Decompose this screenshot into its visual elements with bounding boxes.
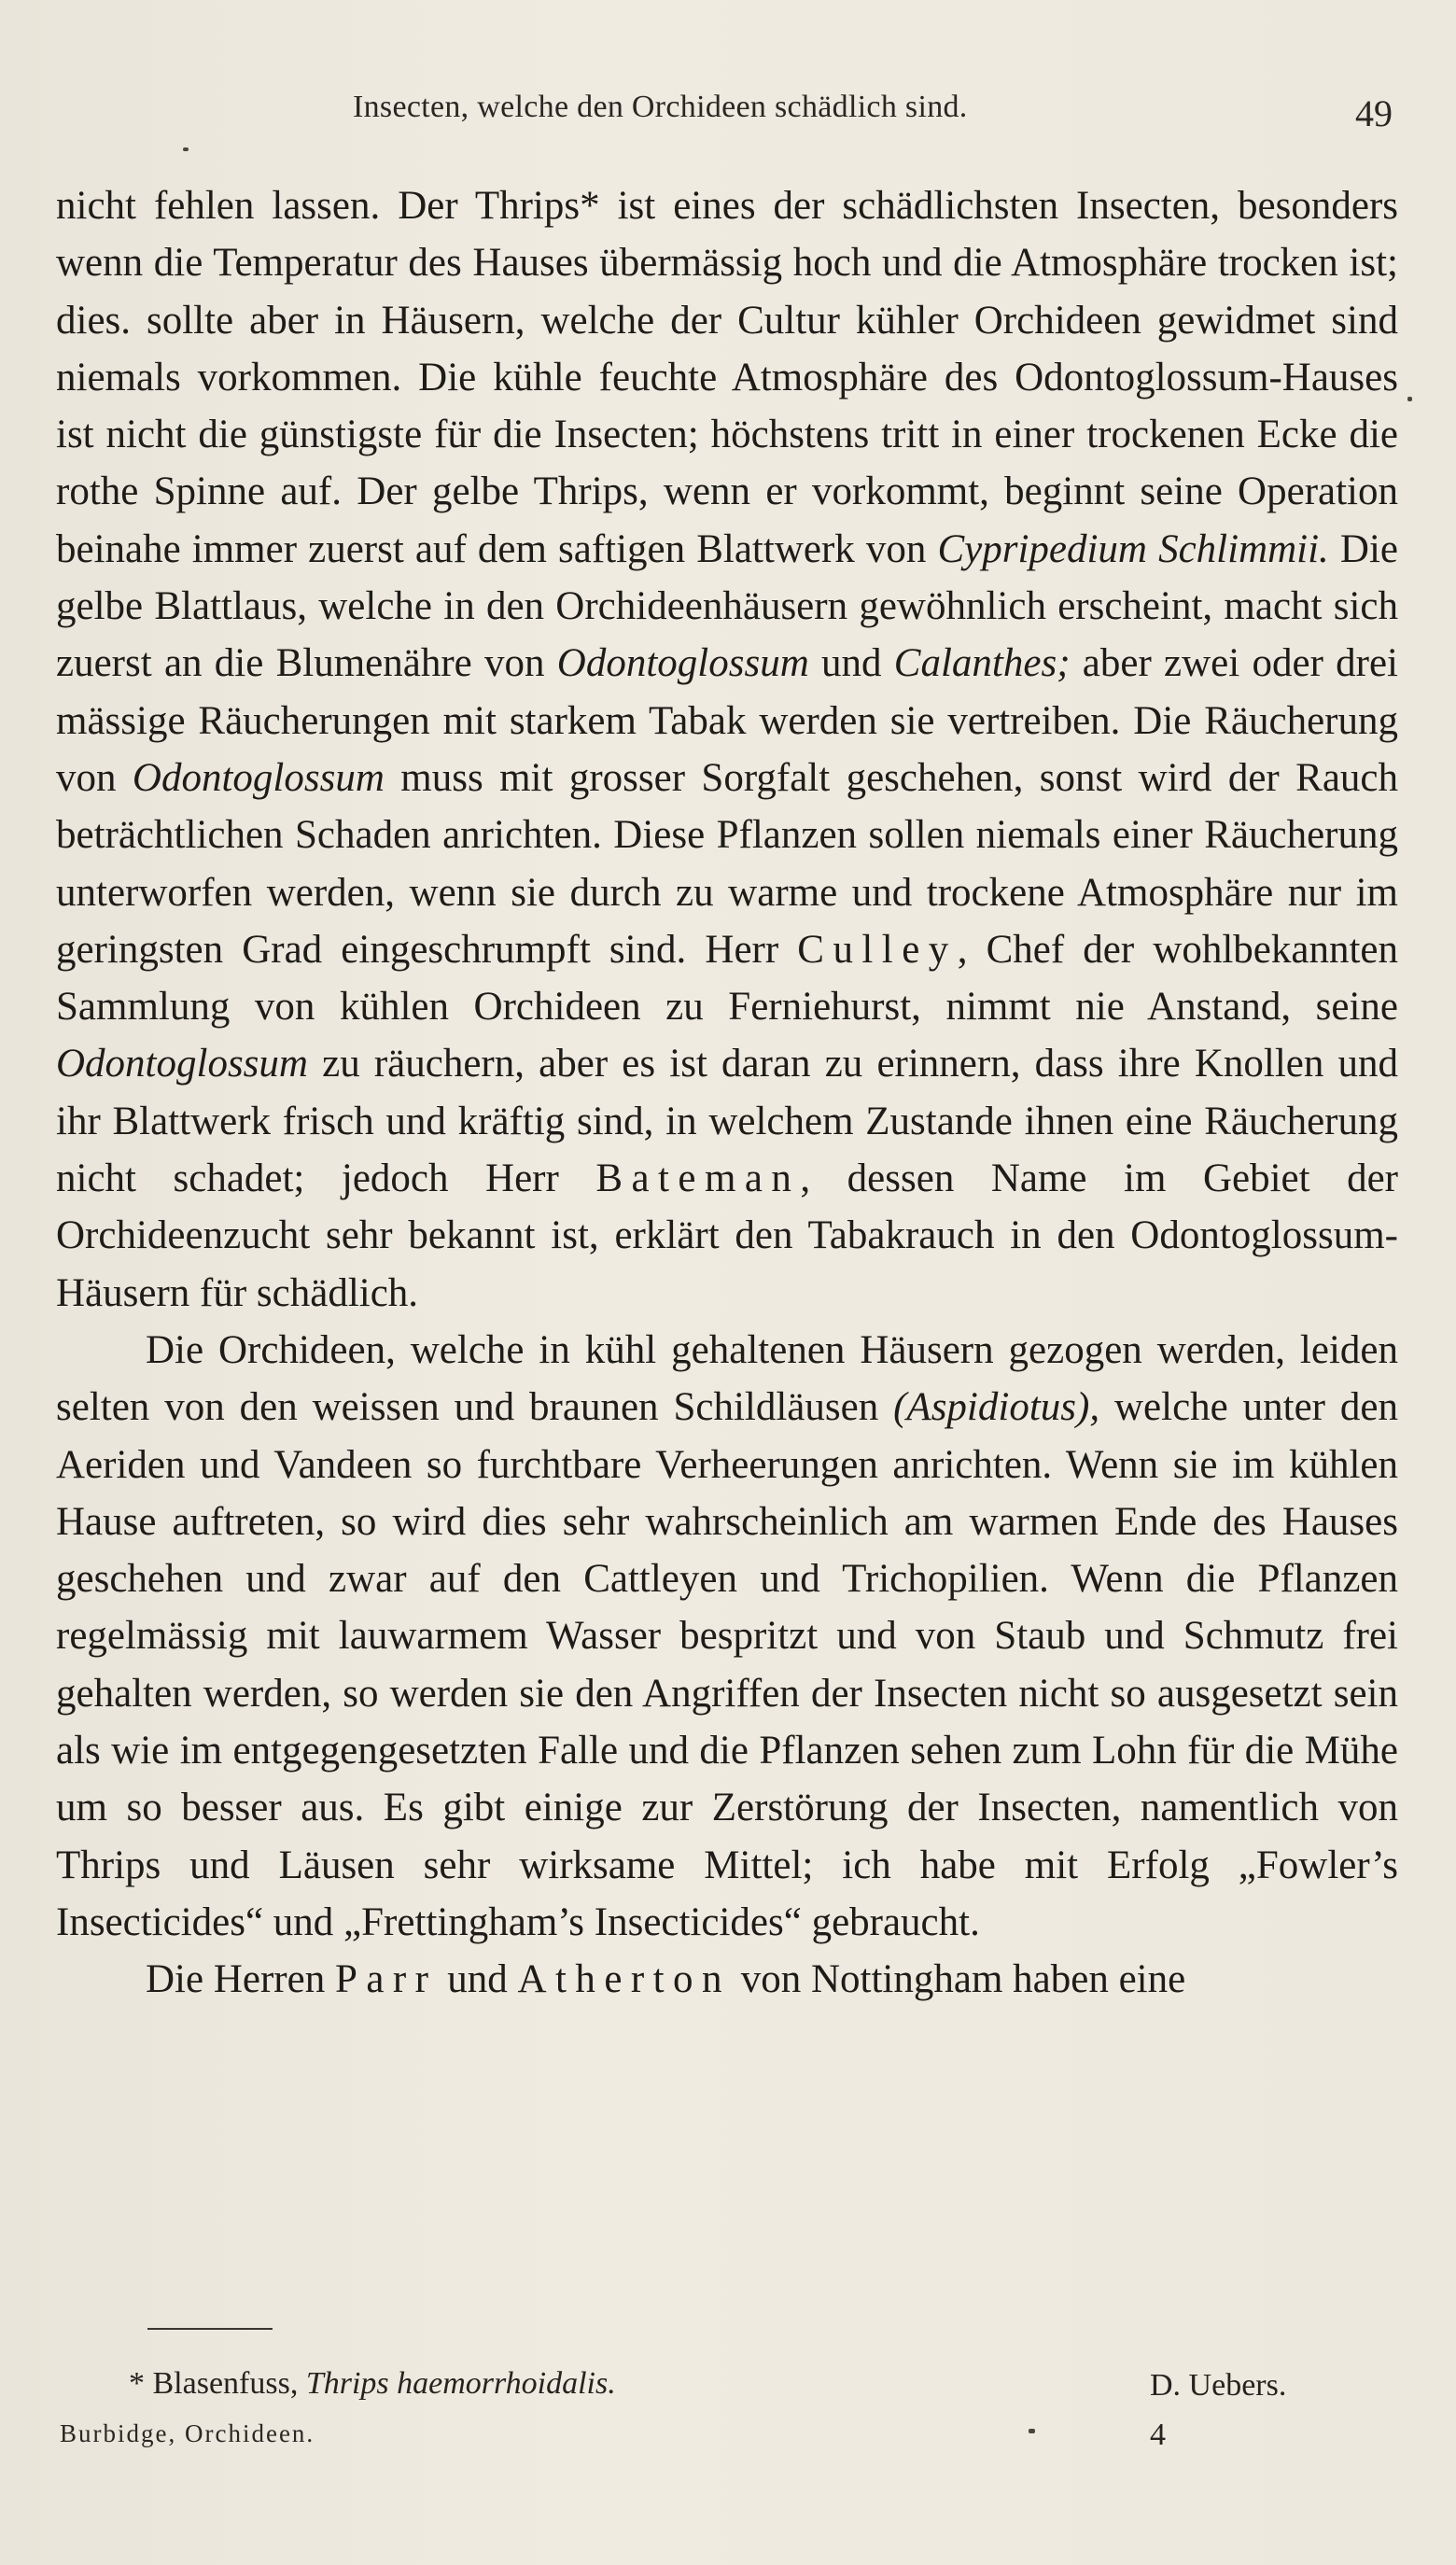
text-run: zu räuchern, aber es ist daran zu erinnern, dass ihre Knollen und ihr Blattwerk frisch und kräftig sind, in welchem Zustande ihnen eine Räucherung nicht schadet; jedoch Herr (56, 1042, 1398, 1201)
text-run: und (437, 1957, 518, 2002)
footnote-italic: Thrips haemorrhoidalis. (305, 2366, 616, 2401)
italic-term: (Aspidiotus), (893, 1385, 1100, 1430)
paragraph (56, 1951, 1398, 2008)
text-run: aber zwei oder drei mässige Räucherungen mit starkem Tabak werden sie vertreiben. Die Räucherung von (56, 641, 1399, 800)
italic-term: Cypripedium Schlimmii. (937, 526, 1329, 571)
italic-term: Odontoglossum (556, 641, 809, 686)
spaced-name: Culley (797, 927, 958, 972)
italic-term: Odontoglossum (132, 755, 385, 800)
text-run: und (808, 641, 894, 686)
signature-mark: Burbidge, Orchideen. (60, 2419, 315, 2447)
text-run: muss mit grosser Sorgfalt geschehen, sonst wird der Rauch beträchtlichen Schaden anrichten. Diese Pflanzen sollen niemals einer Räucherung unterworfen werden, wenn sie durch zu warme und trockene Atmosphäre nur im geringsten Grad eingeschrumpft sind. Herr (56, 755, 1398, 972)
page-number: 49 (1355, 92, 1393, 134)
spaced-name: Parr (334, 1957, 438, 2002)
text-run: , dessen Name im Gebiet der Orchideenzucht sehr bekannt ist, erklärt den Tabakrauch in den Odontoglossum-Häusern für schädlich. (56, 1156, 1398, 1315)
spaced-name: Atherton (517, 1957, 731, 2002)
text-run: , Chef der wohlbekannten Sammlung von kühlen Orchideen zu Ferniehurst, nimmt nie Anstand, seine (56, 927, 1398, 1030)
text-run: von Nottingham haben eine (730, 1957, 1186, 2002)
text-run: Die gelbe Blattlaus, welche in den Orchideenhäusern gewöhnlich erscheint, macht sich zuerst an die Blumenähre von (56, 526, 1398, 686)
ink-speck (1407, 397, 1412, 401)
spaced-name: Bateman (595, 1156, 801, 1201)
ink-speck (1029, 2429, 1035, 2433)
body-text (56, 177, 1398, 2009)
text-run: welche unter den Aeriden und Vandeen so furchtbare Verheerungen anrichten. Wenn sie im kühlen Hause auftreten, so wird dies sehr wahrscheinlich am warmen Ende des Hauses geschehen und zwar auf den Cattleyen und Trichopilien. Wenn die Pflanzen regelmässig mit lauwarmem Wasser bespritzt und von Staub und Schmutz frei gehalten werden, so werden sie den Angriffen der Insecten nicht so ausgesetzt sein als wie im entgegengesetzten Falle und die Pflanzen sehen zum Lohn für die Mühe um so besser aus. Es gibt einige zur Zerstörung der Insecten, namentlich von Thrips und Läusen sehr wirksame Mittel; ich habe mit Erfolg „Fowler’s Insecticides“ und „Frettingham’s Insecticides“ gebraucht. (56, 1385, 1398, 1944)
footnote-marker: * Blasenfuss, (129, 2366, 306, 2401)
paragraph (56, 177, 1398, 1322)
text-run: Die Herren (146, 1957, 335, 2002)
signature-number: 4 (1150, 2418, 1166, 2452)
italic-term: Odontoglossum (56, 1042, 308, 1086)
footnote (129, 2366, 616, 2402)
paragraph (56, 1322, 1398, 1951)
translator-note: D. Uebers. (1150, 2368, 1287, 2403)
running-head: Insecten, welche den Orchideen schädlich sind. (353, 90, 968, 124)
italic-term: Calanthes; (893, 641, 1071, 686)
text-run: Die Orchideen, welche in kühl gehaltenen Häusern gezogen werden, leiden selten von den weissen und braunen Schildläusen (56, 1327, 1398, 1430)
footnote-divider (147, 2328, 273, 2330)
ink-speck (183, 147, 189, 151)
text-run: nicht fehlen lassen. Der Thrips* ist eines der schädlichsten Insecten, besonders wenn die Temperatur des Hauses übermässig hoch und die Atmosphäre trocken ist; dies. sollte aber in Häusern, welche der Cultur kühler Orchideen gewidmet sind niemals vorkommen. Die kühle feuchte Atmosphäre des Odontoglossum-Hauses ist nicht die günstigste für die Insecten; höchstens tritt in einer trockenen Ecke die rothe Spinne auf. Der gelbe Thrips, wenn er vorkommt, beginnt seine Operation beinahe immer zuerst auf dem saftigen Blattwerk von (56, 184, 1398, 571)
